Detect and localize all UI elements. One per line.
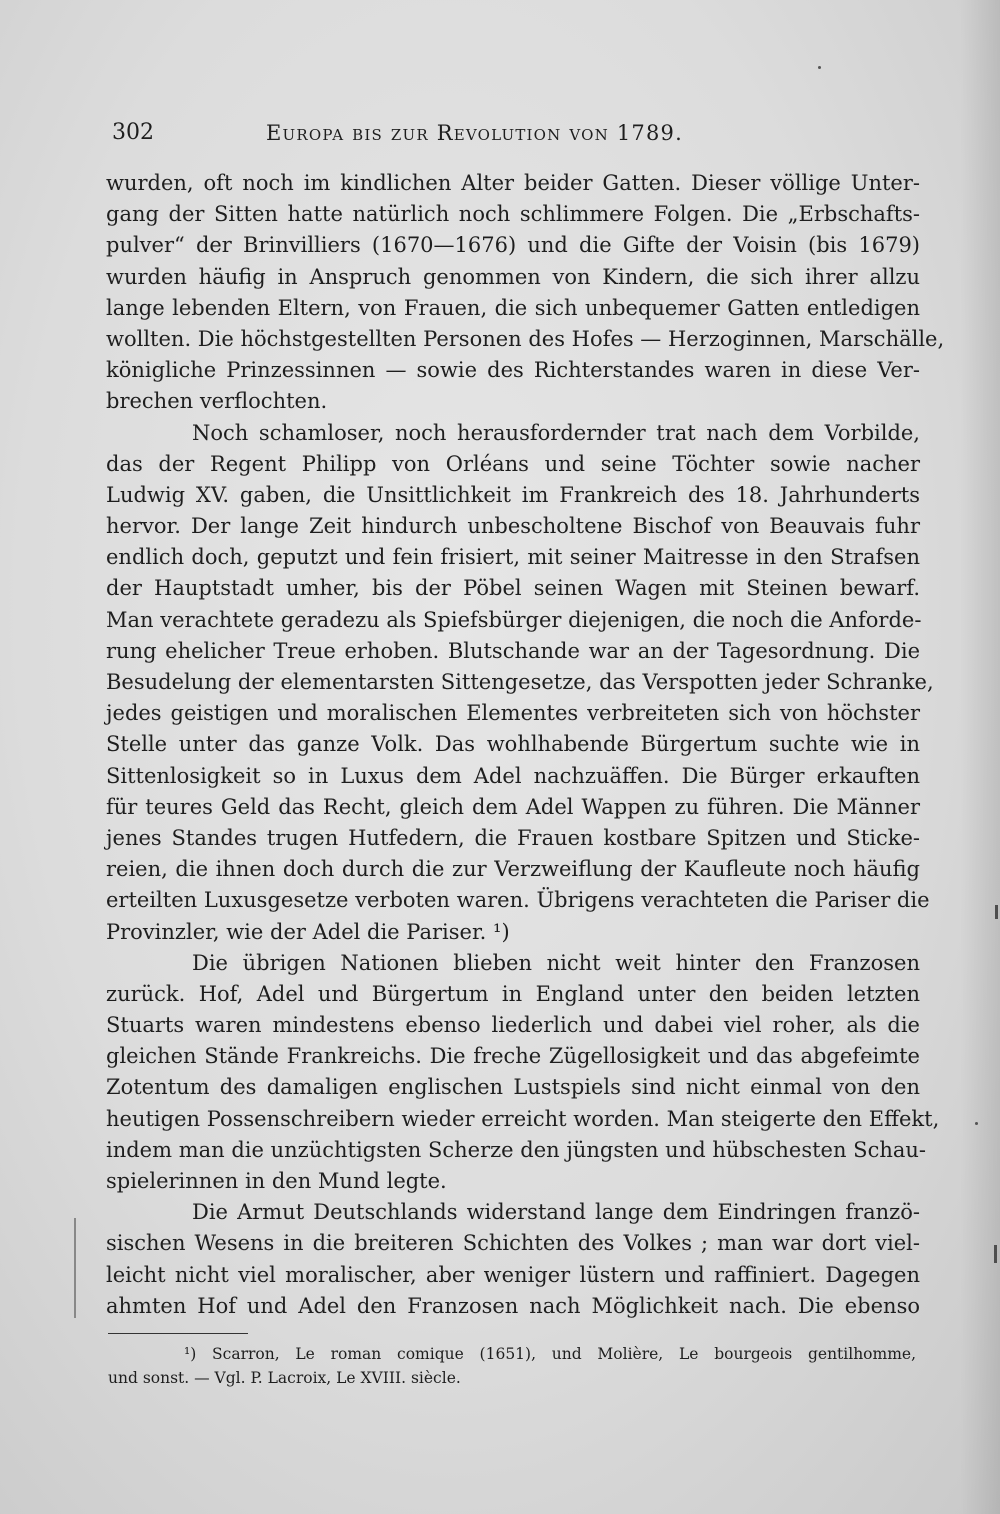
text-line: Sittenlosigkeit so in Luxus dem Adel nachzuäffen. Die Bürger erkauften [106,763,920,788]
page-number: 302 [112,120,154,145]
footnote-divider [108,1333,248,1334]
text-line: für teures Geld das Recht, gleich dem Adel Wappen zu führen. Die Männer [106,794,920,819]
text-line: leicht nicht viel moralischer, aber weniger lüstern und raffiniert. Dagegen [106,1262,920,1287]
text-line: wollten. Die höchstgestellten Personen des Hofes — Herzoginnen, Marschälle, [106,326,945,351]
scan-speck [74,1218,76,1318]
scan-speck [975,1122,978,1125]
text-line: der Hauptstadt umher, bis der Pöbel seinen Wagen mit Steinen bewarf. [106,576,920,601]
text-line: reien, die ihnen doch durch die zur Verzweiflung der Kaufleute noch häufig [106,857,920,882]
text-line: wurden, oft noch im kindlichen Alter beider Gatten. Dieser völlige Unter- [106,171,920,195]
text-line: endlich doch, geputzt und fein frisiert, mit seiner Maitresse in den Strafsen [106,545,920,570]
text-line: gleichen Stände Frankreichs. Die freche Zügellosigkeit und das abgefeimte [106,1044,920,1069]
paragraph [106,948,940,1198]
text-line: das der Regent Philipp von Orléans und seine Töchter sowie nacher [106,451,920,476]
text-line: erteilten Luxusgesetze verboten waren. Übrigens verachteten die Pariser die [106,888,930,913]
text-line: zurück. Hof, Adel und Bürgertum in England unter den beiden letzten [106,981,920,1006]
text-line: jenes Standes trugen Hutfedern, die Frauen kostbare Spitzen und Sticke- [106,825,920,850]
text-line: Provinzler, wie der Adel die Pariser. ¹) [106,919,510,944]
text-line: Noch schamloser, noch herausfordernder trat nach dem Vorbilde, [192,420,920,445]
text-line: pulver“ der Brinvilliers (1670—1676) und die Gifte der Voisin (bis 1679) [106,233,920,258]
paragraph [106,418,934,948]
text-line: lange lebenden Eltern, von Frauen, die sich unbequemer Gatten entledigen [106,295,920,320]
scan-speck [995,905,998,919]
text-line: gang der Sitten hatte natürlich noch schlimmere Folgen. Die „Erbschafts- [106,202,920,227]
text-line: ahmten Hof und Adel den Franzosen nach Möglichkeit nach. Die ebenso [106,1293,920,1318]
text-line: hervor. Der lange Zeit hindurch unbescholtene Bischof von Beauvais fuhr [106,514,920,539]
text-line: heutigen Possenschreibern wieder erreicht worden. Man steigerte den Effekt, [106,1106,940,1131]
paragraph [106,1197,920,1322]
text-line: brechen verflochten. [106,389,328,414]
footnote-line: und sonst. — Vgl. P. Lacroix, Le XVIII. siècle. [108,1369,461,1387]
footnotes [108,1342,916,1390]
footnote-line: ¹) Scarron, Le roman comique (1651), und Molière, Le bourgeois gentilhomme, [184,1345,916,1363]
text-line: Man verachtete geradezu als Spiefsbürger diejenigen, die noch die Anforde- [106,607,922,632]
text-line: Zotentum des damaligen englischen Lustspiels sind nicht einmal von den [106,1075,920,1100]
text-line: rung ehelicher Treue erhoben. Blutschande war an der Tagesordnung. Die [106,638,920,663]
text-line: wurden häufig in Anspruch genommen von Kindern, die sich ihrer allzu [106,264,920,289]
text-line: sischen Wesens in die breiteren Schichten des Volkes ; man war dort viel- [106,1231,920,1256]
text-line: Stelle unter das ganze Volk. Das wohlhabende Bürgertum suchte wie in [106,732,920,757]
text-line: spielerinnen in den Mund legte. [106,1169,447,1193]
text-line: indem man die unzüchtigsten Scherze den jüngsten und hübschesten Schau- [106,1137,926,1162]
scan-speck [994,1245,997,1263]
body-text [106,168,945,1322]
running-header [112,118,752,158]
running-title: Europa bis zur Revolution von 1789. [266,121,683,145]
text-line: Stuarts waren mindestens ebenso liederlich und dabei viel roher, als die [106,1013,920,1038]
paragraph [106,168,945,418]
scan-speck [818,66,821,69]
text-line: jedes geistigen und moralischen Elementes verbreiteten sich von höchster [106,701,920,726]
text-line: königliche Prinzessinnen — sowie des Richterstandes waren in diese Ver- [106,358,920,383]
text-line: Ludwig XV. gaben, die Unsittlichkeit im Frankreich des 18. Jahrhunderts [106,482,920,507]
text-line: Die Armut Deutschlands widerstand lange dem Eindringen franzö- [192,1200,920,1225]
text-line: Besudelung der elementarsten Sittengesetze, das Verspotten jeder Schranke, [106,670,934,694]
text-line: Die übrigen Nationen blieben nicht weit hinter den Franzosen [192,950,920,975]
